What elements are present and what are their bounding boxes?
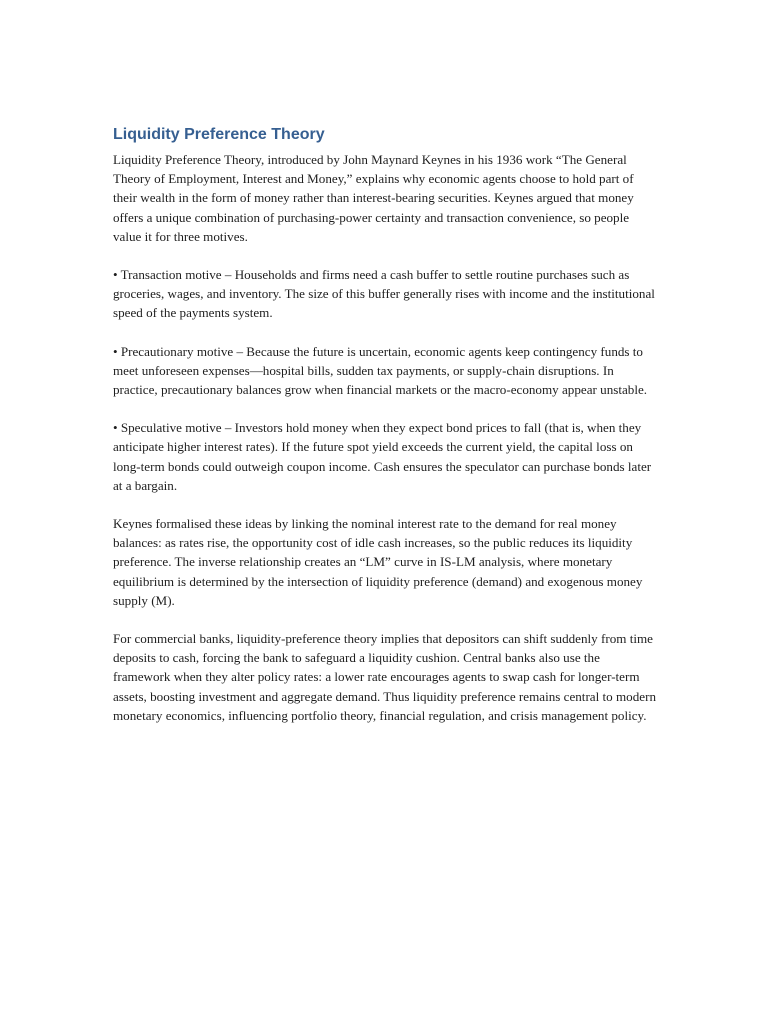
document-page [113, 124, 658, 744]
paragraph-speculative-motive: • Speculative motive – Investors hold money when they expect bond prices to fall (that is, when they anticipate higher interest rates). If the future spot yield exceeds the current yield, the capital loss on long-term bonds could outweigh coupon income. Cash ensures the speculator can purchase bonds later at a bargain. [113, 420, 652, 493]
paragraph-commercial-banks: For commercial banks, liquidity-preference theory implies that depositors can shift suddenly from time deposits to cash, forcing the bank to safeguard a liquidity cushion. Central banks also use the framework when they alter policy rates: a lower rate encourages agents to swap cash for longer-term assets, boosting investment and aggregate demand. Thus liquidity preference remains central to modern monetary economics, influencing portfolio theory, financial regulation, and crisis management policy. [113, 631, 656, 723]
paragraph-lm-curve: Keynes formalised these ideas by linking the nominal interest rate to the demand for real money balances: as rates rise, the opportunity cost of idle cash increases, so the public reduces its liquidity preference. The inverse relationship creates an “LM” curve in IS-LM analysis, where monetary equilibrium is determined by the intersection of liquidity preference (demand) and exogenous money supply (M). [113, 516, 643, 608]
paragraph-intro: Liquidity Preference Theory, introduced by John Maynard Keynes in his 1936 work “The General Theory of Employment, Interest and Money,” explains why economic agents choose to hold part of their wealth in the form of money rather than interest-bearing securities. Keynes argued that money offers a unique combination of purchasing-power certainty and transaction convenience, so people value it for three motives. [113, 152, 634, 244]
paragraph-precautionary-motive: • Precautionary motive – Because the future is uncertain, economic agents keep contingency funds to meet unforeseen expenses—hospital bills, sudden tax payments, or supply-chain disruptions. In practice, precautionary balances grow when financial markets or the macro-economy appear unstable. [113, 343, 648, 398]
paragraph-transaction-motive: • Transaction motive – Households and firms need a cash buffer to settle routine purchases such as groceries, wages, and inventory. The size of this buffer generally rises with income and the institutional speed of the payments system. [113, 267, 655, 321]
document-title: Liquidity Preference Theory [113, 126, 325, 143]
